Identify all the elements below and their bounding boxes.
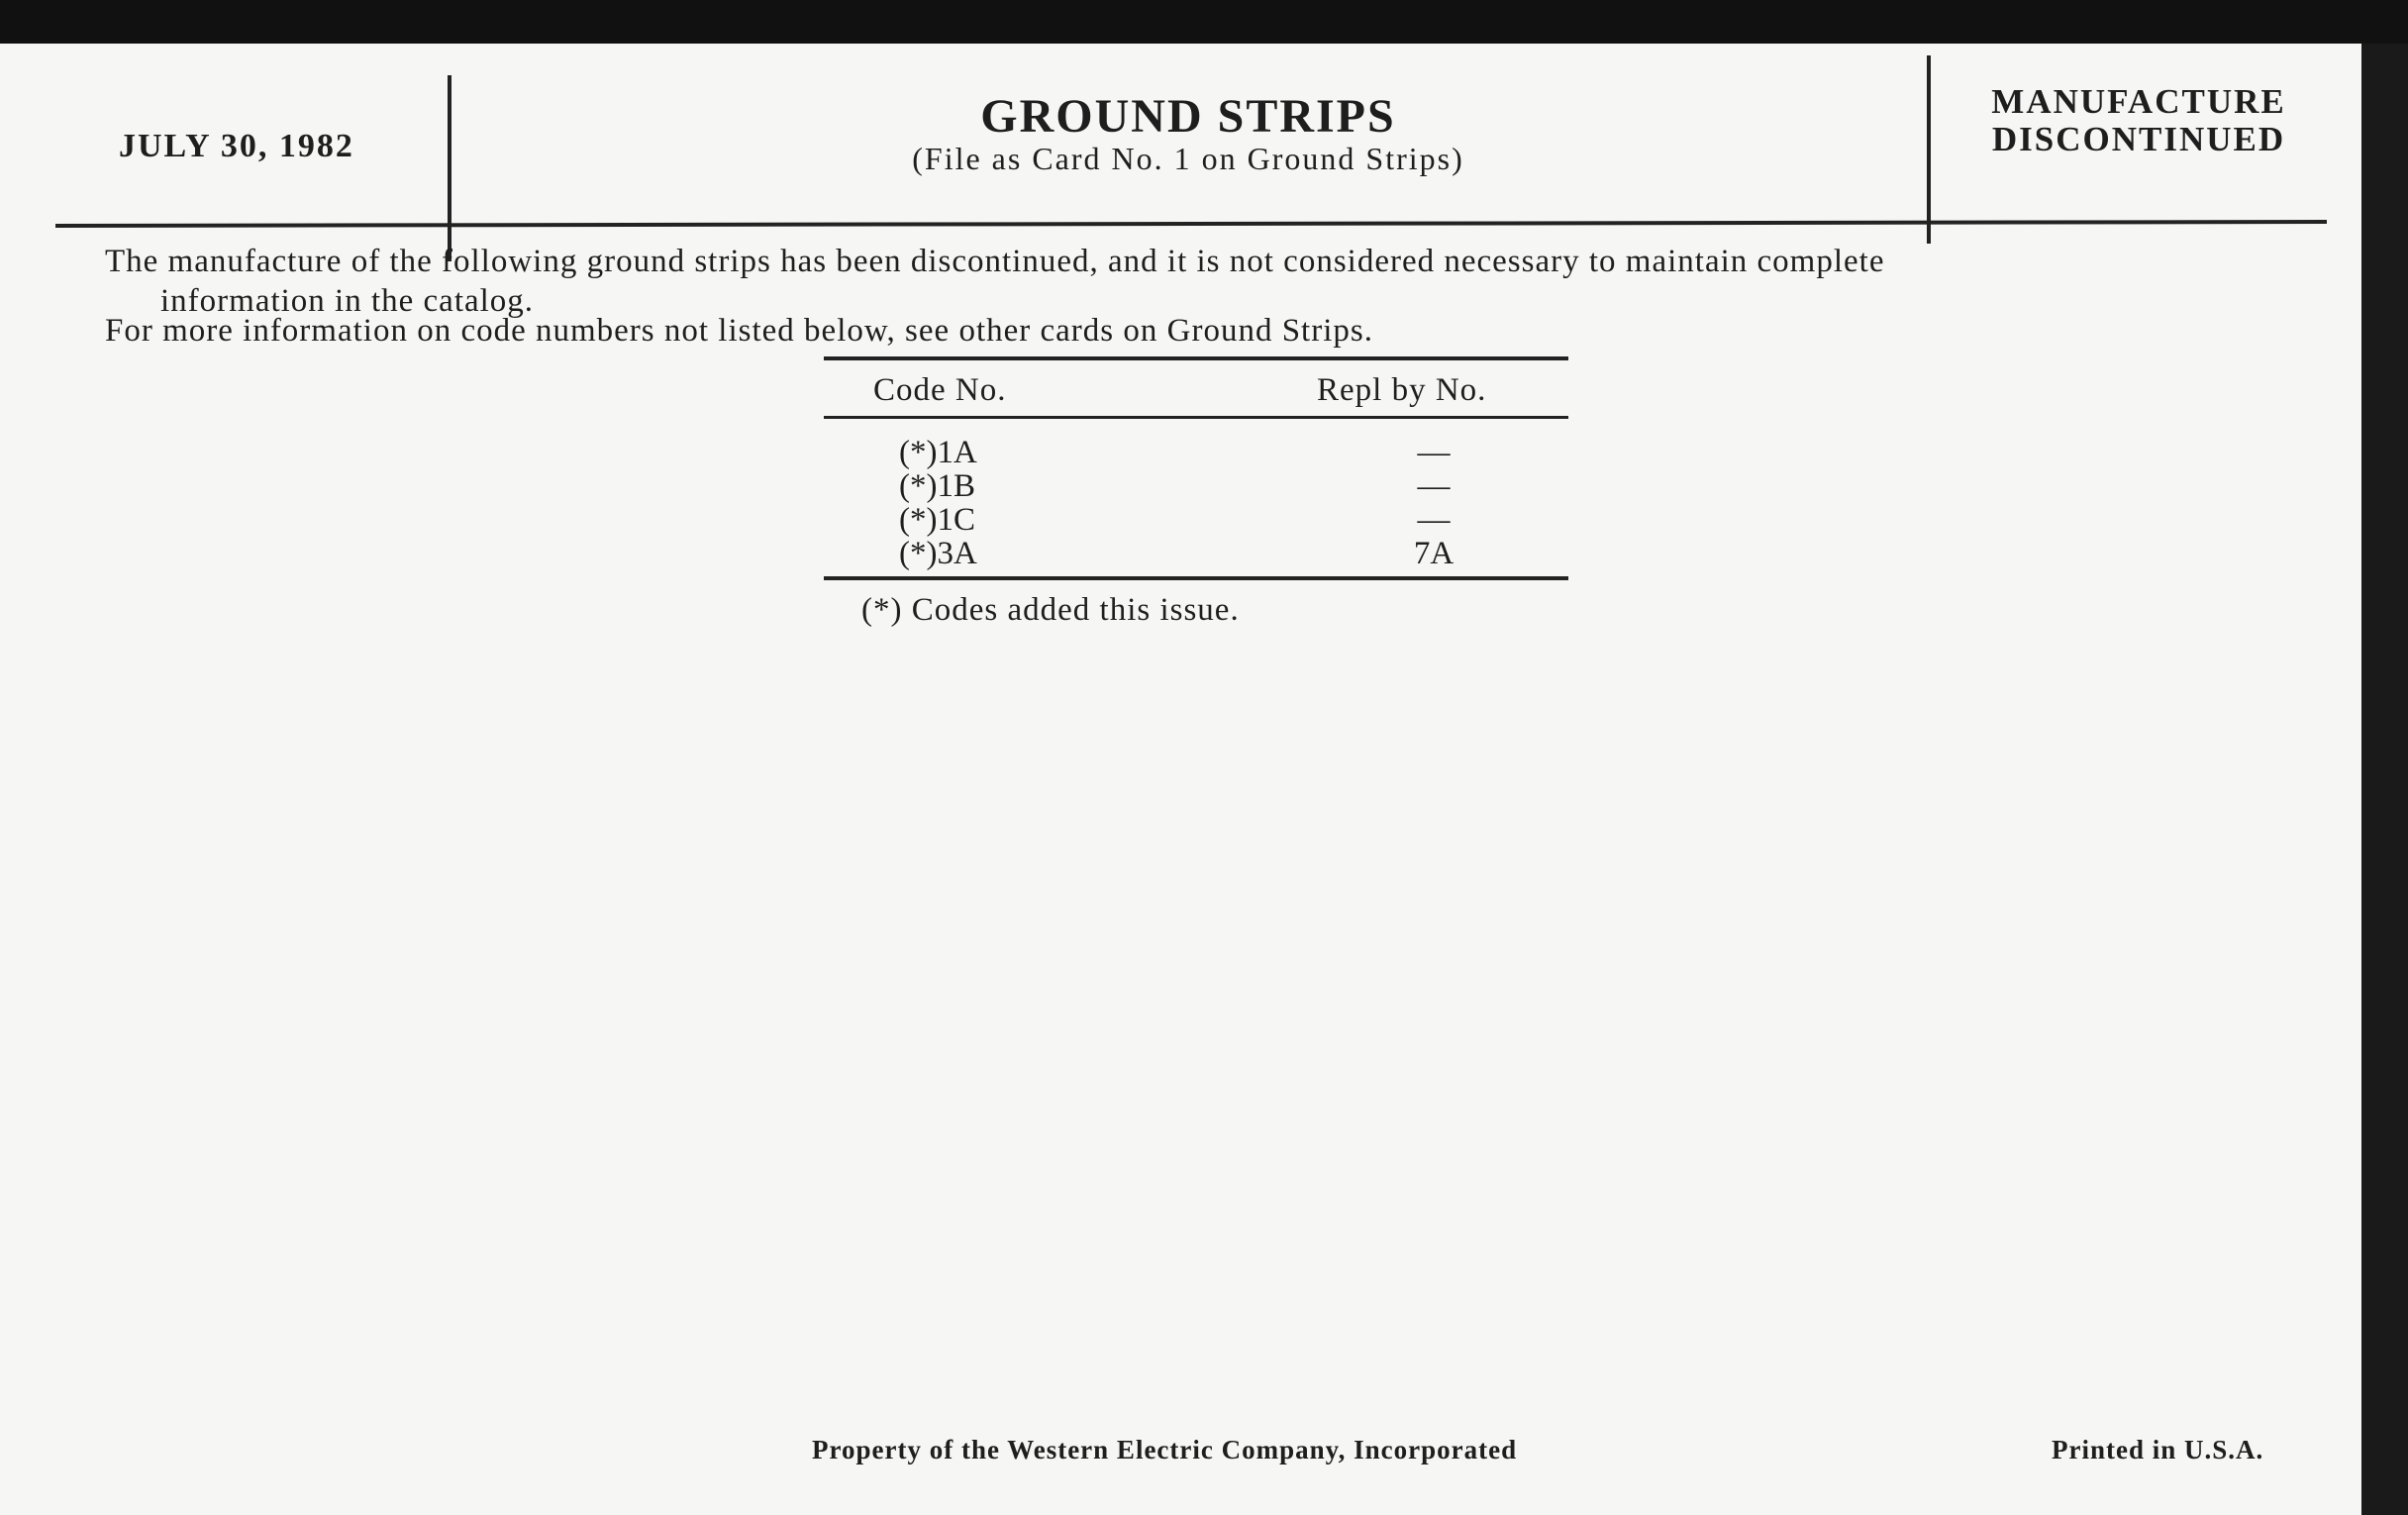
code-cell: (*)1C (899, 502, 975, 538)
intro-paragraph (105, 242, 2283, 321)
repl-cell: — (1417, 468, 1451, 504)
column-header-code: Code No. (873, 372, 1007, 408)
table-row (824, 537, 1568, 570)
table-row (824, 503, 1568, 537)
table-header-rule (824, 416, 1568, 419)
table-row (824, 469, 1568, 503)
reference-paragraph: For more information on code numbers not listed below, see other cards on Ground Strips. (105, 313, 1373, 349)
card-title: GROUND STRIPS (980, 90, 1396, 143)
table-bottom-rule (824, 576, 1568, 580)
table-row (824, 436, 1568, 469)
code-cell: (*)3A (899, 536, 977, 571)
status-line-1: MANUFACTURE (1991, 82, 2286, 121)
header-rule (55, 220, 2327, 228)
catalog-card (0, 44, 2361, 1515)
column-header-repl: Repl by No. (1317, 372, 1487, 408)
scan-edge (2361, 44, 2408, 1515)
property-notice: Property of the Western Electric Company, Incorporated (812, 1435, 1518, 1464)
header-divider-right (1927, 55, 1931, 244)
table-top-rule (824, 356, 1568, 360)
card-subtitle: (File as Card No. 1 on Ground Strips) (912, 141, 1464, 176)
repl-cell: — (1417, 435, 1451, 470)
intro-line-2: information in the catalog. (160, 283, 535, 319)
table-body (824, 436, 1568, 570)
header-divider-left (448, 75, 452, 261)
code-cell: (*)1B (899, 468, 975, 504)
repl-cell: — (1417, 502, 1451, 538)
status-line-2: DISCONTINUED (1991, 120, 2286, 158)
code-cell: (*)1A (899, 435, 977, 470)
printed-notice: Printed in U.S.A. (2052, 1435, 2264, 1464)
status-label (1970, 83, 2307, 158)
intro-line-1: The manufacture of the following ground strips has been discontinued, and it is not considered necessary to maintain complete (105, 244, 1885, 279)
repl-cell: 7A (1413, 536, 1455, 571)
table-footnote: (*) Codes added this issue. (861, 592, 1240, 628)
issue-date: JULY 30, 1982 (119, 128, 354, 164)
